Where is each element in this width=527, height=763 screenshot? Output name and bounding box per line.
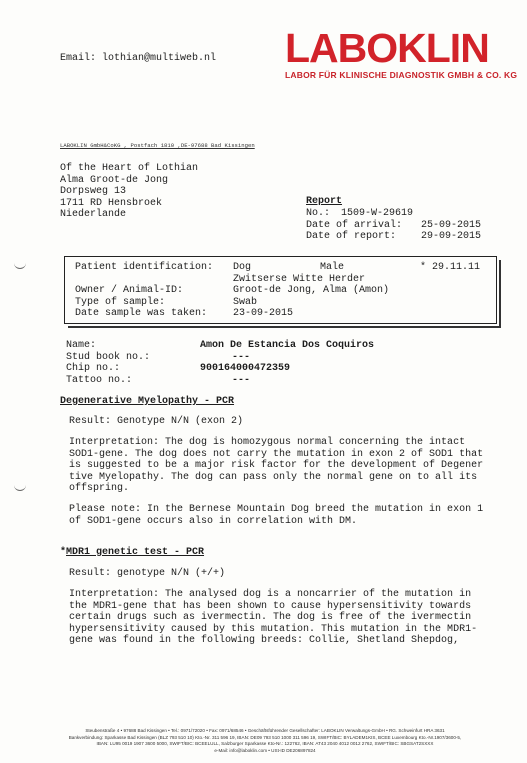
dm-interpretation-line: SOD1-gene. The dog does not carry the mutation in exon 2 of SOD1 that: [69, 448, 484, 460]
patient-sex: Male: [320, 262, 345, 273]
mdr1-interpretation-line: hypersensitivity caused by this mutation. This mutation in the MDR1-: [69, 623, 478, 635]
address-line: Niederlande: [60, 209, 127, 220]
dm-note-line: Please note: In the Bernese Mountain Dog breed the mutation in exon 1: [69, 504, 484, 515]
dm-note-line: of SOD1-gene occurs also in correlation with DM.: [69, 515, 358, 527]
footer-line: IBAN: LU95 0019 1907 3600 5000, SWIFT/BIC: BCEELULL, Salzburger Sparkasse Kto-Nr.: 122762, IBAN: AT43 2040 4012 0012 2762, SWIFT/BIC: SBGSAT2SXXX: [96, 741, 434, 746]
email-line: Email: lothian@multiweb.nl: [60, 53, 217, 64]
mdr1-interpretation-line: certain drugs such as ivermectin. The dog is free of the ivermectin: [69, 612, 472, 623]
sample-taken-label: Date sample was taken:: [75, 308, 208, 319]
mdr1-heading-asterisk: *: [60, 547, 67, 558]
dm-interpretation-line: Interpretation: The dog is homozygous normal concerning the intact: [69, 437, 466, 448]
owner-label: Owner / Animal-ID:: [75, 285, 184, 296]
mdr1-interpretation-line: gene was found in the following breeds: Collie, Shetland Shepdog,: [69, 635, 460, 646]
address-line: 1711 RD Hensbroek: [60, 197, 163, 209]
patient-breed: Zwitserse Witte Herder: [233, 273, 366, 285]
tattoo-label: Tattoo no.:: [66, 374, 133, 386]
name-label: Name:: [66, 340, 97, 351]
chip-value: 900164000472359: [200, 363, 291, 374]
dm-heading: Degenerative Myelopathy - PCR: [60, 396, 235, 407]
sample-taken-value: 23-09-2015: [233, 308, 294, 319]
sample-type-value: Swab: [233, 296, 258, 308]
mdr1-heading: MDR1 genetic test - PCR: [66, 547, 205, 558]
punch-hole-mark: [14, 262, 26, 269]
report-date-label: Date of report:: [306, 231, 397, 242]
dm-interpretation-line: offspring.: [69, 483, 130, 494]
tattoo-value: ---: [232, 374, 251, 386]
logo-subtitle: LABOR FÜR KLINISCHE DIAGNOSTIK GMBH & CO. KG: [285, 70, 518, 80]
mdr1-interpretation-line: Interpretation: The analysed dog is a noncarrier of the mutation in: [69, 589, 472, 600]
footer-line: Steubenstraße 4 • 97688 Bad Kissingen • Tel.: 0971/72020 • Fax: 0971/68546 • Geschäftsführender Gesellschafter: LABOKLIN Verwaltungs-GmbH • RG. Schweinfurt HRA 3631: [85, 728, 445, 733]
footer-line: Bankverbindung: Sparkasse Bad Kissingen (BLZ 793 510 10) Kto.-Nr. 311 596 19, IBAN: DE09 793 510 1000 311 596 19, SWIFT/BIC: BYLADEM1KIS, BCEE Luxembourg Kto.-Nr.1907/3600-5,: [68, 734, 462, 740]
address-line: Dorpsweg 13: [60, 186, 127, 197]
report-no-value: 1509-W-29619: [341, 208, 414, 219]
name-value: Amon De Estancia Dos Coquiros: [200, 340, 375, 351]
report-no-label: No.:: [306, 208, 331, 219]
arrival-date-value: 25-09-2015: [421, 219, 482, 231]
dm-result: Result: Genotype N/N (exon 2): [69, 416, 244, 427]
mdr1-result: Result: genotype N/N (+/+): [69, 568, 226, 579]
report-title: Report: [306, 196, 343, 207]
punch-hole-mark: [14, 484, 26, 491]
stud-label: Stud book no.:: [66, 351, 151, 363]
address-line: Alma Groot-de Jong: [60, 174, 169, 186]
dm-interpretation-line: is suggested to be a major risk factor for the development of Degener: [69, 460, 484, 471]
sample-type-label: Type of sample:: [75, 296, 166, 308]
dm-interpretation-line: tive Myelopathy. The dog can pass only the normal gene on to all its: [69, 471, 478, 483]
chip-label: Chip no.:: [66, 363, 121, 374]
address-line: Of the Heart of Lothian: [60, 163, 199, 174]
report-date-value: 29-09-2015: [421, 231, 482, 242]
stud-value: ---: [232, 351, 251, 363]
mdr1-interpretation-line: the MDR1-gene that has been shown to cause hypersensitivity towards: [69, 600, 472, 612]
patient-id-label: Patient identification:: [75, 262, 214, 273]
footer-line: e-Mail: info@laboklin.com • USt-ID DE206897824: [214, 747, 316, 753]
arrival-date-label: Date of arrival:: [306, 219, 403, 231]
sender-return-line: LABOKLIN GmbH&CoKG , Postfach 1810 ,DE-97688 Bad Kissingen: [60, 142, 255, 149]
laboklin-logo: LABOKLIN: [285, 25, 489, 71]
patient-birthdate: * 29.11.11: [420, 262, 481, 273]
patient-species: Dog: [233, 262, 252, 273]
owner-value: Groot-de Jong, Alma (Amon): [233, 285, 390, 296]
